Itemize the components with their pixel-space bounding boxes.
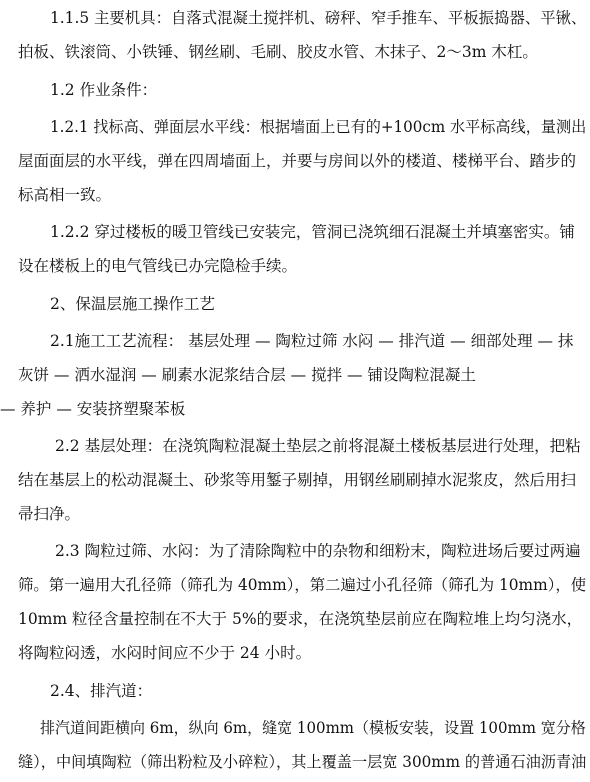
text-line-1-2: 1.2 作业条件： [50,81,158,99]
text-line-1-2-1-cont2: 标高相一致。 [18,186,112,204]
text-line-1-2-1: 1.2.1 找标高、弹面层水平线：根据墙面上已有的+100cm 水平标高线，量测出 [50,118,587,136]
text-line-1-1-5: 1.1.5 主要机具：自落式混凝土搅拌机、磅秤、窄手推车、平板振捣器、平锹、 [50,9,587,27]
text-line-2-3-cont1: 筛。第一遍用大孔径筛（筛孔为 40mm），第二遍过小孔径筛（筛孔为 10mm），使 [18,576,587,594]
text-line-2-4-body1: 排汽道间距横向 6m，纵向 6m，缝宽 100mm（模板安装，设置 100mm 宽分格 [40,719,586,737]
text-line-tools-cont: 拍板、铁滚筒、小铁锤、钢丝刷、毛刷、胶皮水管、木抹子、2～3m 木杠。 [18,43,538,61]
text-line-1-2-2: 1.2.2 穿过楼板的暖卫管线已安装完，管洞已浇筑细石混凝土并填塞密实。铺 [50,223,575,241]
text-line-2-1-cont2: — 养护 — 安装挤塑聚苯板 [0,400,186,418]
text-line-2-1: 2.1施工工艺流程： 基层处理 — 陶粒过筛 水闷 — 排汽道 — 细部处理 — 抹 [50,332,574,350]
text-line-2-1-cont1: 灰饼 — 洒水湿润 — 刷素水泥浆结合层 — 搅拌 — 铺设陶粒混凝土 [18,366,476,384]
text-line-2-4: 2.4、排汽道： [50,682,153,700]
text-line-2-4-body2: 缝），中间填陶粒（筛出粉粒及小碎粒），其上覆盖一层宽 300mm 的普通石油沥青油 [18,753,587,771]
text-line-2-3-cont2: 10mm 粒径含量控制在不大于 5%的要求，在浇筑垫层前应在陶粒堆上均匀浇水， [18,610,583,628]
text-line-2-2-cont1: 结在基层上的松动混凝土、砂浆等用錾子剔掉，用钢丝刷刷掉水泥浆皮，然后用扫 [18,471,577,489]
text-line-1-2-2-cont: 设在楼板上的电气管线已办完隐检手续。 [18,257,298,275]
text-line-2-3-cont3: 将陶粒闷透，水闷时间应不少于 24 小时。 [18,644,312,662]
text-line-2-2: 2.2 基层处理：在浇筑陶粒混凝土垫层之前将混凝土楼板基层进行处理，把粘 [55,437,581,455]
section-heading-2: 2、保温层施工操作工艺 [50,295,215,313]
text-line-2-3: 2.3 陶粒过筛、水闷：为了清除陶粒中的杂物和细粉末，陶粒进场后要过两遍 [55,542,581,560]
text-line-1-2-1-cont1: 屋面面层的水平线，弹在四周墙面上，并要与房间以外的楼道、楼梯平台、踏步的 [18,152,577,170]
text-line-2-2-cont2: 帚扫净。 [18,505,81,523]
